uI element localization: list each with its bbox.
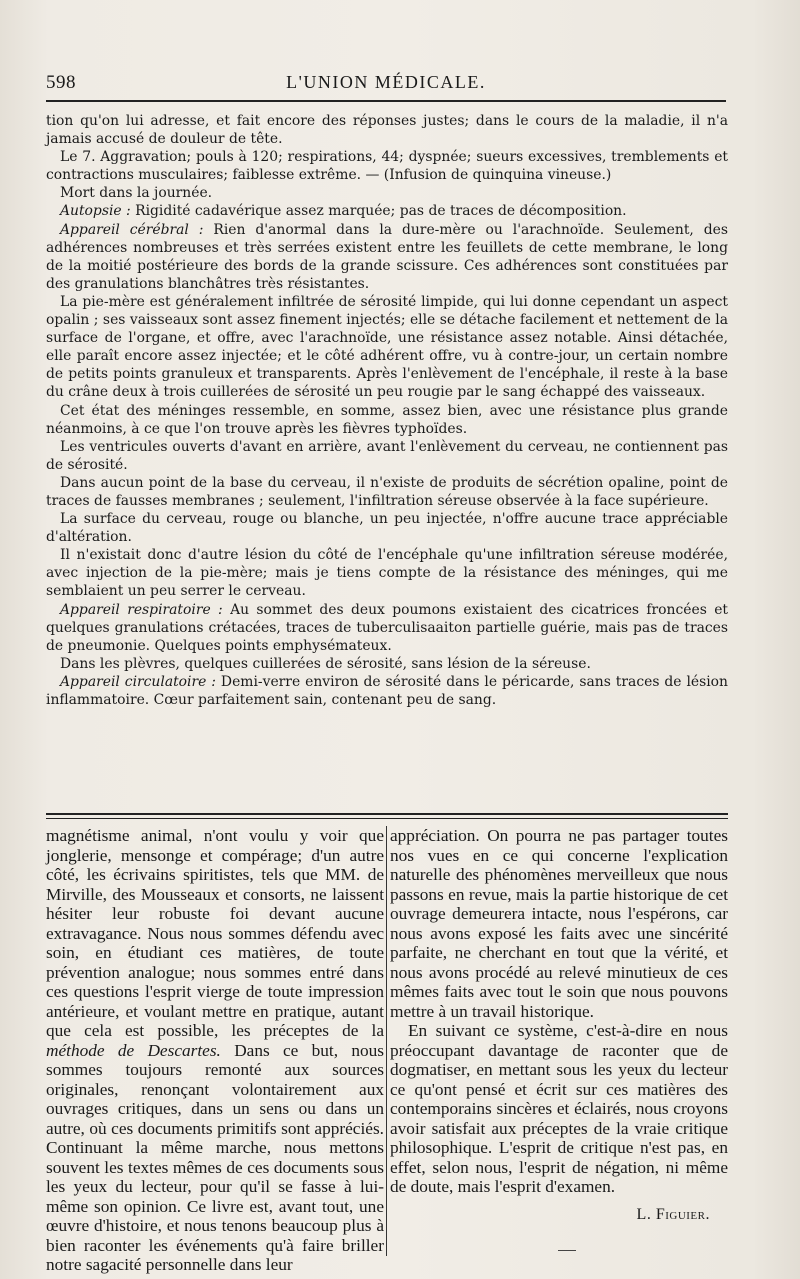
section-label: Autopsie :: [60, 203, 131, 220]
section-label: Appareil respiratoire :: [60, 601, 223, 618]
paragraph: tion qu'on lui adresse, et fait encore des réponses justes; dans le cours de la maladie, il n'a jamais accusé de douleur de tête.: [46, 113, 728, 148]
paragraph: Mort dans la journée.: [60, 185, 213, 202]
paragraph: Appareil cérébral : Rien d'anormal dans la dure-mère ou l'arachnoïde. Seulement, des adhérences nombreuses et très serrées existent entre les feuillets de cette membrane, le long de la moitié postérieure des bords de la grande scissure. Ces adhérences sont constituées par des granulations blanchâtres très résistantes.: [46, 221, 728, 292]
paragraph: Appareil respiratoire : Au sommet des deux poumons existaient des cicatrices froncées et quelques granulations crétacées, traces de tuberculisaaiton partielle guérie, mais pas de traces de pneumonie. Quelques points emphysémateux.: [46, 601, 728, 654]
paragraph: appréciation. On pourra ne pas partager toutes nos vues en ce qui concerne l'explication naturelle des phénomènes merveilleux que nous passons en revue, mais la partie historique de cet ouvrage demeurera intacte, nous l'espérons, car nous avons exposé les faits avec une sincérité parfaite, ne cherchant en tout que la vérité, et nous avons procédé au relevé minutieux de ces mêmes faits avec tout le soin que nous pouvons mettre à un travail historique.: [390, 826, 728, 1021]
journal-title: L'UNION MÉDICALE.: [286, 72, 486, 92]
paragraph: La surface du cerveau, rouge ou blanche, un peu injectée, n'offre aucune trace appréciable d'altération.: [46, 511, 728, 546]
paragraph: Dans les plèvres, quelques cuillerées de sérosité, sans lésion de la séreuse.: [60, 655, 591, 672]
italic-title: méthode de Descartes.: [46, 1040, 221, 1060]
page-header: [46, 72, 726, 98]
author-signature: L. Figuier.: [636, 1205, 710, 1223]
paragraph: Autopsie : Rigidité cadavérique assez marquée; pas de traces de décomposition.: [60, 203, 627, 220]
paragraph: En suivant ce système, c'est-à-dire en nous préoccupant davantage de raconter que de dogmatiser, en mettant sous les yeux du lecteur ce qu'ont pensé et écrit sur ces matières des contemporains sincères et éclairés, nous croyons avoir satisfait aux préceptes de la vraie critique philosophique. L'esprit de critique n'est pas, en effet, selon nous, l'esprit de négation, ni même de doute, mais l'esprit d'examen.: [390, 1021, 728, 1196]
paragraph: Les ventricules ouverts d'avant en arrière, avant l'enlèvement du cerveau, ne contiennent pas de sérosité.: [46, 438, 728, 473]
header-rule: [46, 100, 726, 102]
page-number: 598: [46, 72, 76, 93]
section-rule: [46, 813, 728, 819]
paragraph: Cet état des méninges ressemble, en somme, assez bien, avec une résistance plus grande néanmoins, à ce que l'on trouve après les fièvres typhoïdes.: [46, 402, 728, 437]
column-divider: [386, 826, 387, 1256]
paragraph: Il n'existait donc d'autre lésion du côté de l'encéphale qu'une infiltration séreuse modérée, avec injection de la pie-mère; mais je tiens compte de la résistance des méninges, qui me semblaient un peu serrer le cerveau.: [46, 547, 728, 600]
paragraph: magnétisme animal, n'ont voulu y voir que jonglerie, mensonge et compérage; d'un autre côté, les écrivains spiritistes, tels que MM. de Mirville, des Mousseaux et consorts, ne laissent hésiter leur robuste foi devant aucune extravagance. Nous nous sommes défendu avec soin, en étudiant ces matières, de toute prévention analogue; nous sommes entré dans ces questions l'esprit vierge de toute impression antérieure, et voulant mettre en pratique, autant que cela est possible, les préceptes de la méthode de Descartes. Dans ce but, nous sommes toujours remonté aux sources originales, renonçant volontairement aux ouvrages critiques, dans un sens ou dans un autre, où ces documents primitifs sont appréciés. Continuant la même marche, nous mettons souvent les textes mêmes de ces documents sous les yeux du lecteur, pour qu'il se fasse à lui-même son opinion. Ce livre est, avant tout, une œuvre d'histoire, et nous tenons beaucoup plus à bien raconter les événements qu'à faire briller notre sagacité personnelle dans leur: [46, 826, 384, 1274]
case-report-section: [46, 112, 728, 709]
paragraph: Dans aucun point de la base du cerveau, il n'existe de produits de sécrétion opaline, point de traces de fausses membranes ; seulement, l'infiltration séreuse observée à la face supérieure.: [46, 474, 728, 509]
paragraph: Le 7. Aggravation; pouls à 120; respirations, 44; dyspnée; sueurs excessives, tremblements et contractions musculaires; faiblesse extrême. — (Infusion de quinquina vineuse.): [46, 149, 728, 184]
section-label: Appareil cérébral :: [60, 221, 204, 238]
section-label: Appareil circulatoire :: [60, 673, 216, 690]
feuilleton-left-column: [46, 826, 384, 1275]
paragraph: Appareil circulatoire : Demi-verre environ de sérosité dans le péricarde, sans traces de lésion inflammatoire. Cœur parfaitement sain, contenant peu de sang.: [46, 673, 728, 708]
footer-dash: [558, 1250, 576, 1251]
feuilleton-right-column: [390, 826, 728, 1224]
paragraph: La pie-mère est généralement infiltrée de sérosité limpide, qui lui donne cependant un aspect opalin ; ses vaisseaux sont assez finement injectés; elle se détache facilement et nettement de la surface de l'organe, et offre, avec l'arachnoïde, une résistance assez notable. Ainsi détachée, elle paraît encore assez injectée; et le côté adhérent offre, vu à contre-jour, un certain nombre de petits points granuleux et transparents. Après l'enlèvement de l'encéphale, il reste à la base du crâne deux à trois cuillerées de sérosité un peu rougie par le sang échappé des vaisseaux.: [46, 293, 728, 401]
